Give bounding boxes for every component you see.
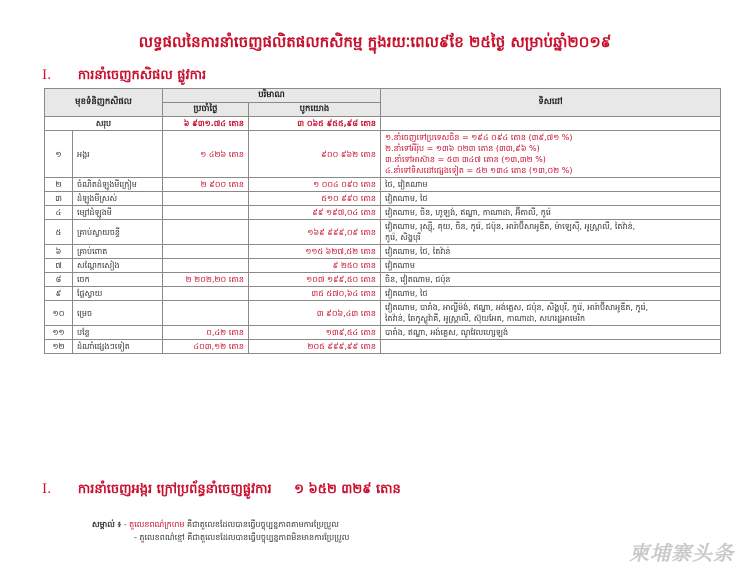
- row-daily: [163, 301, 249, 326]
- row-destination: [381, 326, 721, 340]
- header-product: មុខទំនិញកសិផល: [45, 89, 163, 117]
- destination-line: ថៃ, វៀតណាម: [385, 180, 428, 189]
- row-number: ៩: [45, 287, 73, 301]
- row-number: ៧: [45, 259, 73, 273]
- row-product: ម្សៅដំឡូងមី: [73, 206, 163, 220]
- notes-label: សម្គាល់ ៖: [92, 520, 122, 529]
- row-cumulative: ១ ០០៤ ០៩០ តោន: [249, 178, 381, 192]
- row-cumulative: ១១៥ ៦២៧,៥២ តោន: [249, 245, 381, 259]
- header-destination: ទិសដៅ: [381, 89, 721, 117]
- row-cumulative: ៩៩ ១៩៧,០៤ តោន: [249, 206, 381, 220]
- row-number: ១០: [45, 301, 73, 326]
- notes-line1-text: គឺជាតួលេខដែលបានធ្វើបច្ចុប្បន្នភាពតាមការប្រែប្រួល: [187, 520, 339, 529]
- row-product: គ្រាប់ស្វាយចន្ទី: [73, 220, 163, 245]
- row-daily: [163, 287, 249, 301]
- section-2-value: ១ ៦៥២ ៣២៩ តោន: [294, 482, 401, 497]
- header-cumulative: បូកយោង: [249, 103, 381, 117]
- row-cumulative: ៥១០ ៩៩០ តោន: [249, 192, 381, 206]
- table-row: [45, 220, 721, 245]
- row-number: ១១: [45, 326, 73, 340]
- destination-line: ១.នាំចេញទៅប្រទេសចិន = ១៩៤ ០៩៤ តោន (៣៩,៧១ %): [385, 133, 573, 142]
- row-daily: ១ ៤២៦ តោន: [163, 131, 249, 178]
- destination-line: តៃវ៉ាន់, ឆែកូស្លូវ៉ាគី, អូស្ត្រាលី, ស៊ុយអែត, កាណាដា, សហរដ្ឋអាមេរិក: [385, 314, 586, 323]
- total-cumulative: ៣ ០៦៥ ៩៥៥,៩៨ តោន: [249, 117, 381, 131]
- row-cumulative: ៩០០ ៩៦២ តោន: [249, 131, 381, 178]
- row-cumulative: ៩ ២៥០ តោន: [249, 259, 381, 273]
- page-title: លទ្ធផលនៃការនាំចេញផលិតផលកសិកម្ម ក្នុងរយៈពេល៩ខែ ២៥ថ្ងៃ សម្រាប់ឆ្នាំ២០១៩: [138, 33, 612, 51]
- row-destination: [381, 192, 721, 206]
- row-product: ផ្លែស្វាយ: [73, 287, 163, 301]
- destination-line: ចិន, វៀតណាម, ជប៉ុន: [385, 275, 451, 284]
- row-product: ដំណាំផ្សេងៗទៀត: [73, 340, 163, 354]
- row-number: ១២: [45, 340, 73, 354]
- section-1-heading: [42, 67, 206, 86]
- header-daily: ប្រចាំថ្ងៃ: [163, 103, 249, 117]
- row-destination: [381, 259, 721, 273]
- table-row: [45, 206, 721, 220]
- row-cumulative: ១៣៩,៥៤ តោន: [249, 326, 381, 340]
- row-destination: [381, 178, 721, 192]
- row-destination: [381, 245, 721, 259]
- destination-line: វៀតណាម: [385, 261, 415, 270]
- row-daily: ២ ៩០០ តោន: [163, 178, 249, 192]
- row-product: បន្លែ: [73, 326, 163, 340]
- row-daily: [163, 220, 249, 245]
- section-2-label: ការនាំចេញអង្ករ ក្រៅប្រព័ន្ធនាំចេញផ្លូវការ: [77, 482, 272, 497]
- table-row: [45, 273, 721, 287]
- row-daily: ០,៤២ តោន: [163, 326, 249, 340]
- destination-line: វៀតណាម, រុស្ស៊ី, គុយ, ចិន, កូរ៉េ, ជប៉ុន, អារ៉ាប៊ីសាអូឌីត, ម៉ាឡេស៊ី, អូស្ត្រាលី, តៃវ៉ាន់,: [385, 222, 636, 231]
- table-row: [45, 301, 721, 326]
- destination-line: កូរ៉េ, សិង្ហបុរី: [385, 233, 421, 242]
- row-daily: [163, 245, 249, 259]
- row-daily: ២ ២០២,២០ តោន: [163, 273, 249, 287]
- row-daily: [163, 192, 249, 206]
- destination-line: វៀតណាម, បារាំង, អាល្លឺម៉ង់, ឥណ្ឌា, អង់គ្លេស, ជប៉ុន, សិង្ហបុរី, កូរ៉េ, អារ៉ាប៊ីសាអូឌីត, កូរ៉េ,: [385, 303, 649, 312]
- row-product: ចេក: [73, 273, 163, 287]
- header-quantity: បរិមាណ: [163, 89, 381, 103]
- row-product: ម្រេច: [73, 301, 163, 326]
- row-destination: [381, 301, 721, 326]
- table-row: [45, 178, 721, 192]
- row-number: ១: [45, 131, 73, 178]
- row-cumulative: ៣ ៩០៦,៤៣ តោន: [249, 301, 381, 326]
- table-row: [45, 245, 721, 259]
- notes-line1-red: - តួលេខពណ៌ក្រហម: [123, 520, 185, 529]
- destination-line: វៀតណាម, ចិន, ហូឡង់, ឥណ្ឌា, កាណាដា, អ៊ីតាលី, កូរ៉េ: [385, 208, 551, 217]
- row-number: ៤: [45, 206, 73, 220]
- notes: [92, 518, 349, 544]
- destination-line: បារាំង, ឥណ្ឌា, អង់គ្លេស, ណូវែលហ្សេឡង់: [385, 328, 509, 337]
- row-destination: [381, 287, 721, 301]
- row-cumulative: ២០៥ ៩៩៩,៩៩ តោន: [249, 340, 381, 354]
- row-cumulative: ៣៥ ៥៧០,៦៤ តោន: [249, 287, 381, 301]
- table-row: [45, 287, 721, 301]
- row-daily: [163, 259, 249, 273]
- row-number: ២: [45, 178, 73, 192]
- export-table: [44, 88, 721, 354]
- row-destination: [381, 206, 721, 220]
- section-1-number: I.: [42, 68, 52, 83]
- total-label: សរុប: [45, 117, 163, 131]
- table-row: [45, 131, 721, 178]
- row-daily: [163, 206, 249, 220]
- row-number: ៨: [45, 273, 73, 287]
- row-destination: [381, 273, 721, 287]
- row-number: ៣: [45, 192, 73, 206]
- table-row: [45, 340, 721, 354]
- table-row: [45, 192, 721, 206]
- section-2-number: I.: [42, 482, 52, 497]
- row-daily: ៤០៣,១២ តោន: [163, 340, 249, 354]
- watermark-logo: 柬埔寨头条: [629, 541, 734, 565]
- destination-line: វៀតណាម, ថៃ, តៃវ៉ាន់: [385, 247, 451, 256]
- section-2-heading: [42, 481, 401, 500]
- destination-line: ២.នាំទៅអឺរ៉ុប = ១៣៦ ០២៣ តោន (៣៣,៩៦ %): [385, 144, 540, 153]
- row-product: គ្រាប់ពោត: [73, 245, 163, 259]
- destination-line: វៀតណាម, ថៃ: [385, 194, 428, 203]
- notes-line2-red: - តួលេខពណ៌ខ្មៅ: [134, 533, 185, 542]
- notes-line2-text: គឺជាតួលេខដែលបានធ្វើបច្ចុប្បន្នភាពមិនមានការប្រែប្រួល: [187, 533, 350, 542]
- row-cumulative: ១៦៩ ៩៩៩,០៩ តោន: [249, 220, 381, 245]
- row-product: សណ្តែកសៀង: [73, 259, 163, 273]
- total-daily: ៦ ៩៣១.៧៤ តោន: [163, 117, 249, 131]
- row-product: អង្ករ: [73, 131, 163, 178]
- row-product: ចំណិតដំឡូងមីក្រៀម: [73, 178, 163, 192]
- destination-line: វៀតណាម, ថៃ: [385, 289, 428, 298]
- table-row: [45, 326, 721, 340]
- row-destination: [381, 220, 721, 245]
- row-destination: [381, 340, 721, 354]
- row-cumulative: ១០៧ ១៩៩,៥០ តោន: [249, 273, 381, 287]
- row-number: ៥: [45, 220, 73, 245]
- table-row: [45, 259, 721, 273]
- section-1-label: ការនាំចេញកសិផល ផ្លូវការ: [77, 68, 207, 83]
- row-destination: [381, 131, 721, 178]
- row-product: ដំឡូងមីស្រស់: [73, 192, 163, 206]
- row-number: ៦: [45, 245, 73, 259]
- total-row: [45, 117, 721, 131]
- total-destination: [381, 117, 721, 131]
- destination-line: ៣.នាំទៅអាស៊ាន = ៥៣ ៣៤៧ តោន (១៣,៣២ %): [385, 155, 546, 164]
- destination-line: ៤.នាំទៅទិសដៅផ្សេងទៀត = ៥២ ១៣៤ តោន (១៣,០២ %): [385, 166, 573, 175]
